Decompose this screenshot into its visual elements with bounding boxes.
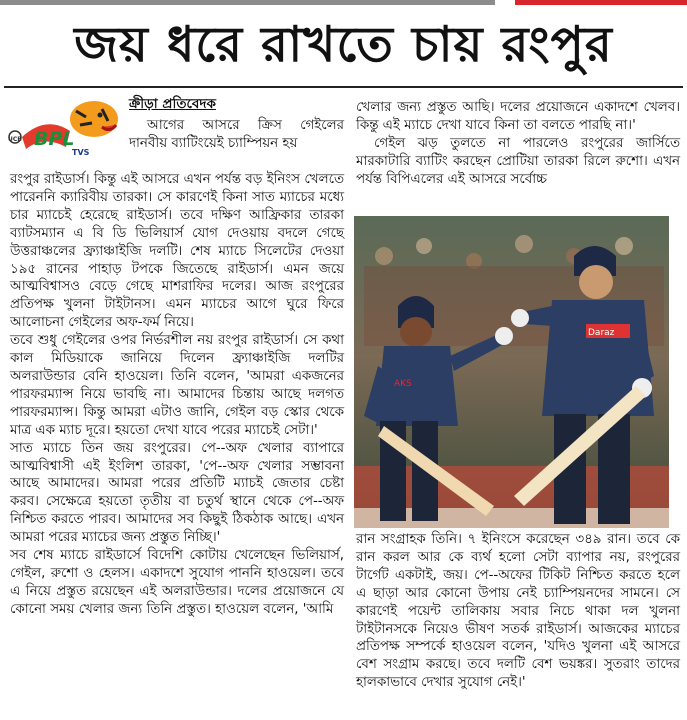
article-paragraph: তবে শুধু গেইলের ওপর নির্ভরশীল নয় রংপুর রাইডার্স। সে কথা কাল মিডিয়াকে জানিয়ে দিলেন ফ্র্যাঞ্চাইজি দলটির অলরাউন্ডার বেনি হাওয়েল। তিনি বলেন, 'আমরা একজনের পারফরম্যান্স নিয়ে ভাবছি না। আমাদের চিন্তায় আছে দলগত পারফরম্যান্স। কিন্তু আমরা এটাও জানি, গেইল বড় স্কোর থেকে মাত্র এক ম্যাচ দূরে। হয়তো দেখা যাবে পরের ম্যাচেই সেটা।' xyxy=(10,333,344,438)
article-paragraph: সব শেষ ম্যাচে রাইডার্সে বিদেশি কোটায় খেলেছেন ভিলিয়ার্স, গেইল, রুশো ও হেলস। একাদশে সুযোগ পাননি হাওয়েল। তবে এ নিয়ে প্রস্তুত রয়েছেন এই অলরাউন্ডার। দলের প্রয়োজনে যে কোনো সময় খেলার জন্য তিনি প্রস্তুত। হাওয়েল বলেন, 'আমি xyxy=(10,548,344,617)
sponsor-label: Daraz xyxy=(588,328,615,338)
tvs-logo-text: TVS xyxy=(72,148,90,157)
byline: ক্রীড়া প্রতিবেদক xyxy=(129,96,216,112)
article-paragraph: খেলার জন্য প্রস্তুত আছি। দলের প্রয়োজনে একাদশে খেলব। কিন্তু এই ম্যাচে দেখা যাবে কিনা তা বলতে পারছি না।' xyxy=(356,100,680,133)
article-paragraph: রংপুর রাইডার্স। কিন্তু এই আসরে এখন পর্যন্ত বড় ইনিংস খেলতে পারেননি ক্যারিবীয় তারকা। সে কারণেই কিনা সাত ম্যাচের মধ্যে চার ম্যাচেই হেরেছে রাইডার্স। তবে দক্ষিণ আফ্রিকার তারকা ব্যাটসম্যান এ বি ডি ভিলিয়ার্স যোগ দেওয়ায় বদলে গেছে উত্তরাঞ্চলের ফ্র্যাঞ্চাইজি দলটি। শেষ ম্যাচে সিলেটের দেওয়া ১৯৫ রানের পাহাড় টপকে জিতেছে রাইডার্স। এমন জয়ে আত্মবিশ্বাসও বেড়ে গেছে মাশরাফির দলের। আজ রংপুরের প্রতিপক্ষ খুলনা টাইটানস। এমন ম্যাচের আগে ঘুরে ফিরে আলোচনা গেইলের অফ-ফর্ম নিয়ে। xyxy=(10,172,344,331)
ucb-logo-text: UCB xyxy=(8,136,22,143)
bpl-logo xyxy=(6,97,126,159)
top-rule-gray xyxy=(0,0,495,5)
article-paragraph: সাত ম্যাচে তিন জয় রংপুরের। পে--অফ খেলার ব্যাপারে আত্মবিশ্বাসী এই ইংলিশ তারকা, 'পে--অফ খেলার সম্ভাবনা আছে আমাদের। আমরা পরের প্রতিটি ম্যাচই জেতার চেষ্টা করব। সেক্ষেত্রে হয়তো তৃতীয় বা চতুর্থ স্থানে থেকে পে--অফ নিশ্চিত করতে পারব। আমাদের সব কিছুই ঠিকঠাক আছে। এখন আমরা পরের ম্যাচের জন্য প্রস্তুত নিচ্ছি।' xyxy=(10,440,344,546)
column-2-bottom xyxy=(356,531,680,692)
column-2-top xyxy=(356,99,680,189)
headline: জয় ধরে রাখতে চায় রংপুর xyxy=(74,16,613,73)
headline-divider xyxy=(4,86,683,88)
lead-paragraph: আগের আসরে ক্রিস গেইলের দানবীয় ব্যাটিংয়েই চ্যাম্পিয়ন হয় xyxy=(129,118,344,151)
top-rule-red xyxy=(515,0,687,5)
article-paragraph: রান সংগ্রাহক তিনি। ৭ ইনিংসে করেছেন ৩৪৯ রান। তবে কে রান করল আর কে ব্যর্থ হলো সেটা ব্যাপার নয়, রংপুরের টার্গেট একটাই, জয়। পে--অফের টিকিট নিশ্চিত করতে হলে এ ছাড়া আর কোনো উপায় নেই চ্যাম্পিয়নদের সামনে। সে কারণেই পয়েন্ট তালিকায় সবার নিচে থাকা দল খুলনা টাইটানসকে নিয়েও ভীষণ সতর্ক রাইডার্স। আজকের ম্যাচের প্রতিপক্ষ সম্পর্কে হাওয়েল বলেন, 'যদিও খুলনা এই আসরে বেশ সংগ্রাম করছে। তবে দলটি বেশ ভয়ঙ্কর। সুতরাং তাদের হালকাভাবে দেখার সুযোগ নেই।' xyxy=(356,532,680,691)
article-paragraph: গেইল ঝড় তুলতে না পারলেও রংপুরের জার্সিতে মারকাটারি ব্যাটিং করছেন প্রোটিয়া তারকা রিলে রুশো। এখন পর্যন্ত বিপিএলের এই আসরে সর্বোচ্চ xyxy=(356,135,680,187)
jersey-label: AKS xyxy=(394,379,412,389)
cricket-players-photo xyxy=(354,216,669,528)
tiger-icon xyxy=(70,101,118,137)
column-1-lead xyxy=(129,117,344,153)
column-1 xyxy=(10,171,344,619)
bpl-logo-text: BPL xyxy=(34,128,75,150)
